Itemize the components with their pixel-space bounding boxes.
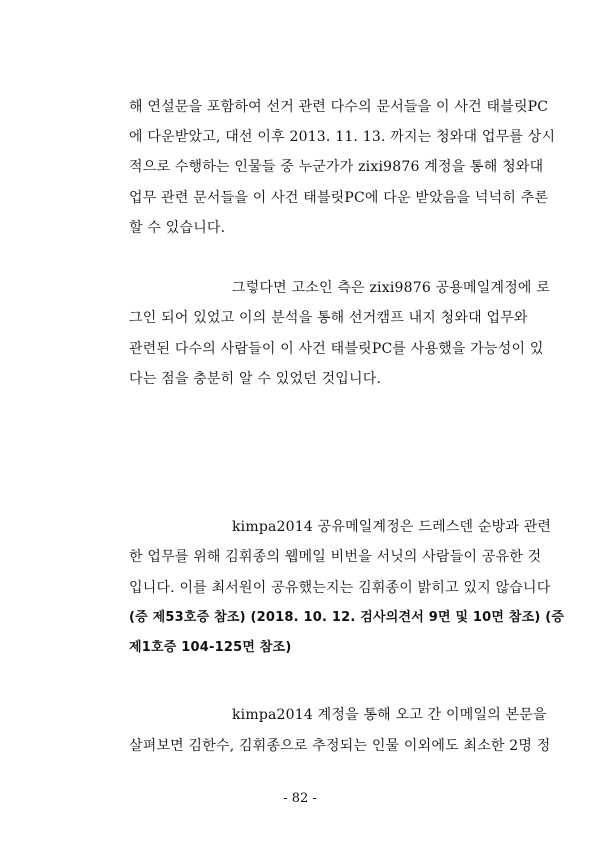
paragraph-3-line-3: 입니다. 이를 최서원이 공유했는지는 김휘종이 밝히고 있지 않습니다 (129, 580, 551, 596)
paragraph-3-line-5: 제1호증 104-125면 참조) (129, 640, 292, 655)
paragraph-2-line-1: 그렇다면 고소인 측은 zixi9876 공용메일계정에 로 (232, 280, 551, 296)
paragraph-4-line-2: 살펴보면 김한수, 김휘종으로 추정되는 인물 이외에도 최소한 2명 정 (129, 738, 551, 754)
paragraph-1-line-5: 할 수 있습니다. (129, 220, 226, 236)
page-number: - 82 - (283, 791, 317, 806)
paragraph-1-line-4: 업무 관련 문서들을 이 사건 태블릿PC에 다운 받았음을 넉넉히 추론 (129, 190, 549, 206)
paragraph-2-line-3: 관련된 다수의 사람들이 이 사건 태블릿PC를 사용했을 가능성이 있 (129, 341, 544, 357)
paragraph-3-line-2: 한 업무를 위해 김휘종의 웹메일 비번을 서닛의 사람들이 공유한 것 (129, 549, 542, 565)
paragraph-3-line-1: kimpa2014 공유메일계정은 드레스덴 순방과 관련 (232, 519, 552, 535)
paragraph-1-line-2: 에 다운받았고, 대선 이후 2013. 11. 13. 까지는 청와대 업무를 상시 (129, 129, 556, 145)
paragraph-4-line-1: kimpa2014 계정을 통해 오고 간 이메일의 본문을 (232, 707, 547, 723)
paragraph-2-line-2: 그인 되어 있었고 이의 분석을 통해 선거캠프 내지 청와대 업무와 (129, 310, 528, 326)
paragraph-1-line-1: 해 연설문을 포함하여 선거 관련 다수의 문서들을 이 사건 태블릿PC (129, 99, 549, 115)
paragraph-1-line-3: 적으로 수행하는 인물들 중 누군가가 zixi9876 계정을 통해 청와대 (129, 159, 544, 175)
paragraph-2-line-4: 다는 점을 충분히 알 수 있었던 것입니다. (129, 371, 382, 387)
paragraph-3-line-4: (증 제53호증 참조) (2018. 10. 12. 검사의견서 9면 및 10면 참조) (증 (129, 610, 565, 625)
